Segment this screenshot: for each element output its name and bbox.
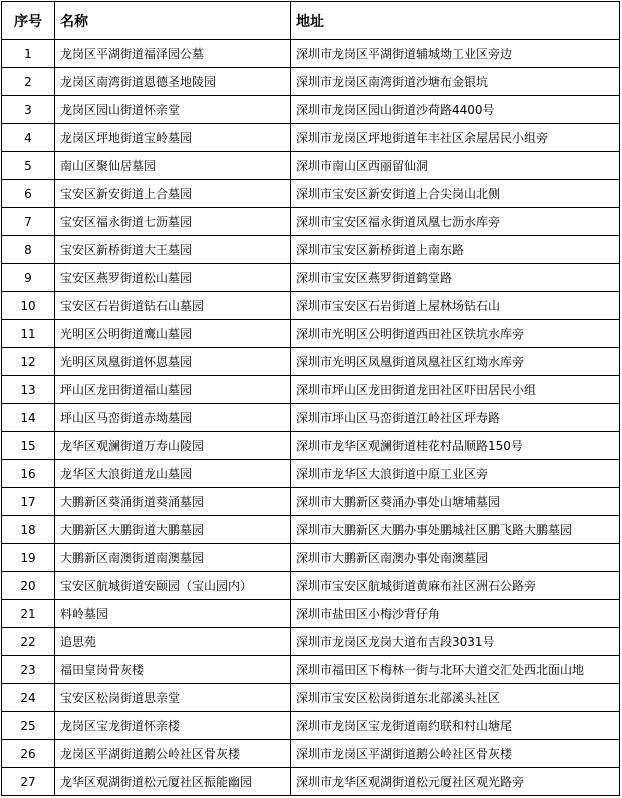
cell-name: 大鹏新区南澳街道南澳墓园 — [55, 544, 291, 572]
table-row — [2, 264, 620, 292]
cell-serial-number: 20 — [2, 572, 55, 600]
cell-name: 龙岗区坪地街道宝岭墓园 — [55, 124, 291, 152]
cell-serial-number: 27 — [2, 768, 55, 796]
cell-serial-number: 25 — [2, 712, 55, 740]
header-serial-number: 序号 — [2, 2, 55, 40]
cell-serial-number: 14 — [2, 404, 55, 432]
cell-address: 深圳市大鹏新区大鹏办事处鹏城社区鹏飞路大鹏墓园 — [291, 516, 620, 544]
cell-address: 深圳市福田区下梅林一街与北环大道交汇处西北面山地 — [291, 656, 620, 684]
cell-name: 宝安区新安街道上合墓园 — [55, 180, 291, 208]
cell-name: 宝安区新桥街道大王墓园 — [55, 236, 291, 264]
table-row — [2, 712, 620, 740]
cell-serial-number: 5 — [2, 152, 55, 180]
cell-serial-number: 12 — [2, 348, 55, 376]
cell-address: 深圳市坪山区龙田街道龙田社区吓田居民小组 — [291, 376, 620, 404]
cell-serial-number: 21 — [2, 600, 55, 628]
cell-name: 龙岗区南湾街道恩德圣地陵园 — [55, 68, 291, 96]
cell-name: 龙岗区平湖街道鹅公岭社区骨灰楼 — [55, 740, 291, 768]
cell-serial-number: 26 — [2, 740, 55, 768]
cell-name: 大鹏新区葵涌街道葵涌墓园 — [55, 488, 291, 516]
cemetery-list-sheet — [1, 1, 620, 796]
cell-name: 福田皇岗骨灰楼 — [55, 656, 291, 684]
cell-name: 宝安区石岩街道钻石山墓园 — [55, 292, 291, 320]
table-row — [2, 628, 620, 656]
cell-address: 深圳市南山区西丽留仙洞 — [291, 152, 620, 180]
table-row — [2, 768, 620, 796]
header-name: 名称 — [55, 2, 291, 40]
cell-address: 深圳市宝安区福永街道凤凰七沥水库旁 — [291, 208, 620, 236]
cell-name: 龙华区观澜街道万寿山陵园 — [55, 432, 291, 460]
cell-serial-number: 3 — [2, 96, 55, 124]
cell-serial-number: 10 — [2, 292, 55, 320]
cell-name: 龙岗区平湖街道福泽园公墓 — [55, 40, 291, 68]
table-row — [2, 404, 620, 432]
cell-name: 坪山区龙田街道福山墓园 — [55, 376, 291, 404]
cell-serial-number: 23 — [2, 656, 55, 684]
cell-name: 南山区聚仙居墓园 — [55, 152, 291, 180]
cell-name: 龙华区观湖街道松元厦社区振能幽园 — [55, 768, 291, 796]
cell-serial-number: 17 — [2, 488, 55, 516]
table-row — [2, 40, 620, 68]
table-row — [2, 348, 620, 376]
table-row — [2, 432, 620, 460]
table-row — [2, 684, 620, 712]
cell-serial-number: 19 — [2, 544, 55, 572]
cell-address: 深圳市大鹏新区葵涌办事处山塘埔墓园 — [291, 488, 620, 516]
table-row — [2, 208, 620, 236]
cell-serial-number: 16 — [2, 460, 55, 488]
cell-address: 深圳市宝安区新桥街道上南东路 — [291, 236, 620, 264]
cemetery-table — [1, 1, 620, 796]
table-row — [2, 656, 620, 684]
cell-name: 龙华区大浪街道龙山墓园 — [55, 460, 291, 488]
cell-serial-number: 15 — [2, 432, 55, 460]
cell-address: 深圳市宝安区石岩街道上屋林场钻石山 — [291, 292, 620, 320]
table-row — [2, 740, 620, 768]
cell-name: 光明区凤凰街道怀恩墓园 — [55, 348, 291, 376]
cell-name: 大鹏新区大鹏街道大鹏墓园 — [55, 516, 291, 544]
table-header-row — [2, 2, 620, 40]
table-row — [2, 236, 620, 264]
table-row — [2, 180, 620, 208]
cell-address: 深圳市宝安区松岗街道东北部溪头社区 — [291, 684, 620, 712]
cell-name: 宝安区松岗街道思亲堂 — [55, 684, 291, 712]
cell-name: 追思苑 — [55, 628, 291, 656]
table-row — [2, 68, 620, 96]
cell-name: 龙岗区宝龙街道怀亲楼 — [55, 712, 291, 740]
table-row — [2, 572, 620, 600]
table-row — [2, 320, 620, 348]
cell-serial-number: 7 — [2, 208, 55, 236]
table-row — [2, 96, 620, 124]
table-body — [2, 40, 620, 796]
cell-address: 深圳市龙岗区龙岗大道布吉段3031号 — [291, 628, 620, 656]
cell-name: 光明区公明街道鹰山墓园 — [55, 320, 291, 348]
cell-serial-number: 1 — [2, 40, 55, 68]
cell-address: 深圳市宝安区燕罗街道鹤堂路 — [291, 264, 620, 292]
table-row — [2, 460, 620, 488]
header-address: 地址 — [291, 2, 620, 40]
cell-address: 深圳市龙岗区园山街道沙荷路4400号 — [291, 96, 620, 124]
cell-address: 深圳市龙岗区坪地街道年丰社区余屋居民小组旁 — [291, 124, 620, 152]
table-row — [2, 516, 620, 544]
cell-address: 深圳市宝安区航城街道黄麻布社区洲石公路旁 — [291, 572, 620, 600]
cell-address: 深圳市龙岗区平湖街道辅城坳工业区旁边 — [291, 40, 620, 68]
cell-address: 深圳市龙华区观澜街道桂花村品顺路150号 — [291, 432, 620, 460]
cell-name: 宝安区燕罗街道松山墓园 — [55, 264, 291, 292]
cell-serial-number: 13 — [2, 376, 55, 404]
cell-address: 深圳市大鹏新区南澳办事处南澳墓园 — [291, 544, 620, 572]
table-row — [2, 488, 620, 516]
table-row — [2, 544, 620, 572]
cell-serial-number: 6 — [2, 180, 55, 208]
table-row — [2, 292, 620, 320]
cell-name: 料岭墓园 — [55, 600, 291, 628]
table-row — [2, 124, 620, 152]
cell-name: 宝安区航城街道安颐园（宝山园内） — [55, 572, 291, 600]
cell-name: 宝安区福永街道七沥墓园 — [55, 208, 291, 236]
cell-serial-number: 22 — [2, 628, 55, 656]
cell-serial-number: 8 — [2, 236, 55, 264]
cell-serial-number: 24 — [2, 684, 55, 712]
cell-name: 坪山区马峦街道赤坳墓园 — [55, 404, 291, 432]
cell-serial-number: 4 — [2, 124, 55, 152]
cell-address: 深圳市盐田区小梅沙背仔角 — [291, 600, 620, 628]
cell-serial-number: 9 — [2, 264, 55, 292]
cell-serial-number: 11 — [2, 320, 55, 348]
cell-address: 深圳市光明区凤凰街道凤凰社区红坳水库旁 — [291, 348, 620, 376]
cell-address: 深圳市龙岗区宝龙街道南约联和村山塘尾 — [291, 712, 620, 740]
table-row — [2, 376, 620, 404]
table-row — [2, 600, 620, 628]
cell-address: 深圳市龙华区大浪街道中原工业区旁 — [291, 460, 620, 488]
cell-address: 深圳市龙华区观湖街道松元厦社区观光路旁 — [291, 768, 620, 796]
cell-name: 龙岗区园山街道怀亲堂 — [55, 96, 291, 124]
cell-address: 深圳市光明区公明街道西田社区铁坑水库旁 — [291, 320, 620, 348]
cell-address: 深圳市坪山区马峦街道江岭社区坪寿路 — [291, 404, 620, 432]
cell-address: 深圳市龙岗区南湾街道沙塘布金银坑 — [291, 68, 620, 96]
cell-serial-number: 18 — [2, 516, 55, 544]
cell-serial-number: 2 — [2, 68, 55, 96]
cell-address: 深圳市龙岗区平湖街道鹅公岭社区骨灰楼 — [291, 740, 620, 768]
table-row — [2, 152, 620, 180]
cell-address: 深圳市宝安区新安街道上合尖岗山北侧 — [291, 180, 620, 208]
